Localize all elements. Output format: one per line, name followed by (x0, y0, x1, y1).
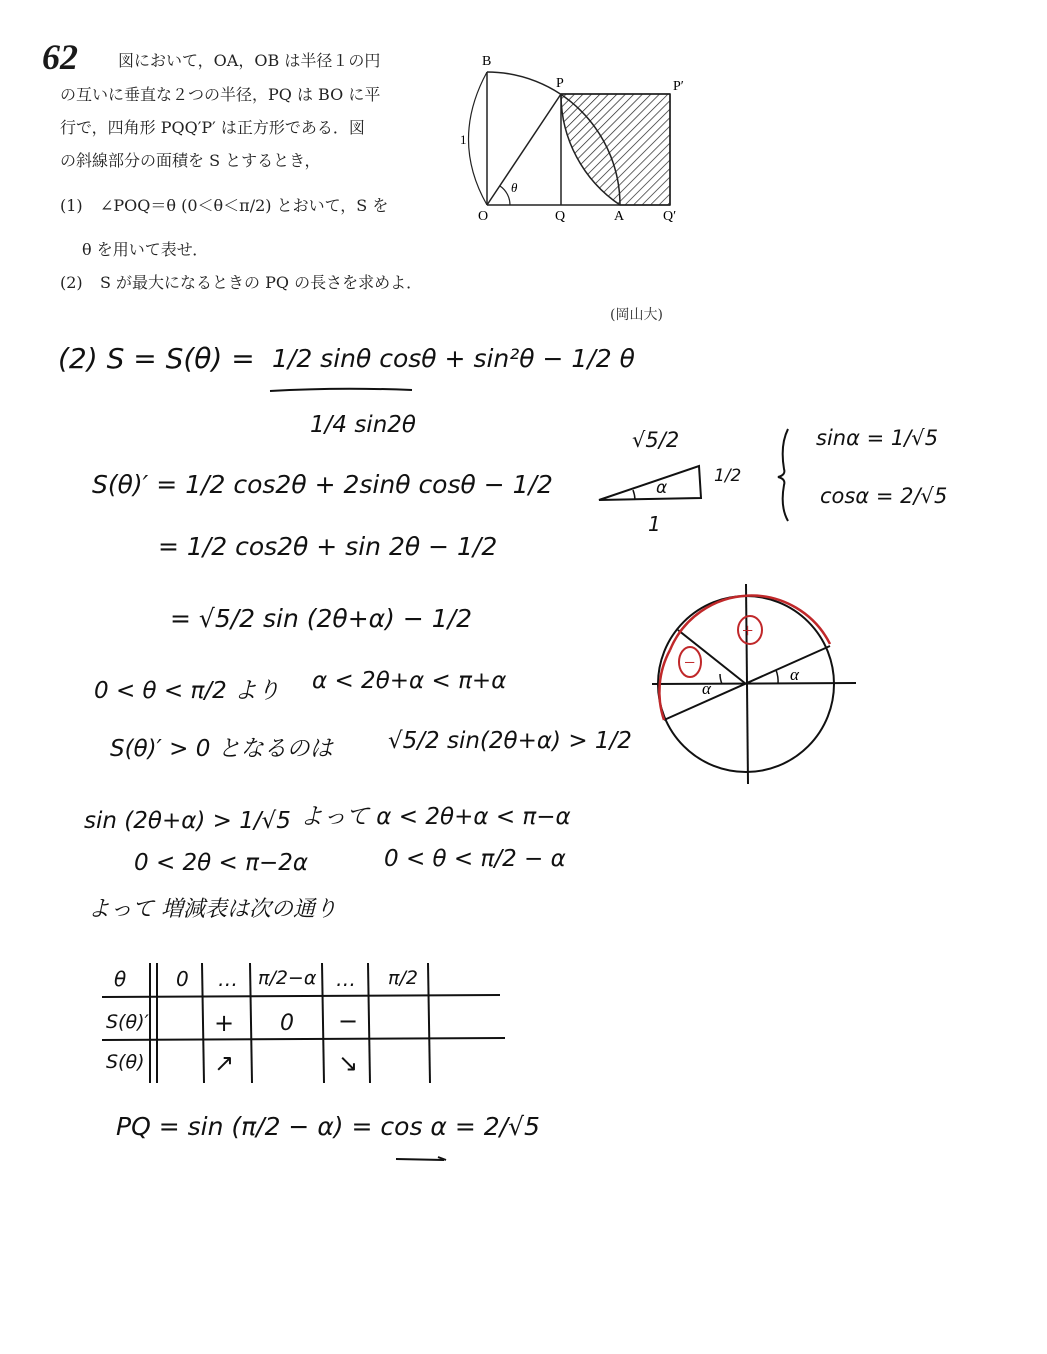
alpha-label-right: α (790, 665, 799, 684)
label-p-prime: P′ (673, 79, 684, 94)
solution-line-1-rhs: 1/2 sinθ cosθ + sin²θ − 1/2 θ (272, 344, 635, 373)
problem-line-2: の互いに垂直な２つの半径，PQ は BO に平 (60, 85, 381, 104)
reference-triangle (595, 460, 715, 508)
question-1-label: (1) (60, 196, 83, 215)
solution-line-8-theta: 0 < θ < π/2 − α (384, 846, 566, 872)
unit-circle-sketch (650, 580, 860, 790)
triangle-vertical-leg-label: 1/2 (714, 466, 742, 486)
triangle-alpha-label: α (656, 478, 668, 498)
table-cell-function-increase: ↗ (214, 1049, 235, 1077)
question-1-continued: θ を用いて表せ． (82, 240, 209, 259)
solution-line-1-note: 1/4 sin2θ (310, 412, 416, 438)
label-q-prime: Q′ (663, 209, 677, 224)
alpha-label-left: α (702, 679, 711, 698)
triangle-hypotenuse-label: √5/2 (632, 428, 680, 452)
solution-line-9: よって 増減表は次の通り (88, 897, 337, 922)
solution-line-5-range: 0 < θ < π/2 より (94, 678, 281, 704)
question-1-text: ∠POQ＝θ (0＜θ＜π/2) とおいて，S を (100, 196, 389, 215)
plus-sign: + (742, 620, 754, 642)
sin-alpha-value: sinα = 1/√5 (816, 426, 939, 450)
solution-line-6-inequality: √5/2 sin(2θ+α) > 1/2 (388, 728, 632, 754)
segment-op (487, 94, 561, 205)
variation-table (100, 955, 510, 1085)
table-header-critical: π/2−α (258, 967, 317, 989)
problem-figure (450, 40, 700, 230)
table-header-end: π/2 (388, 967, 418, 989)
shaded-region (561, 94, 670, 205)
label-p: P (556, 76, 564, 91)
table-row-function-label: S(θ) (106, 1051, 145, 1073)
minus-sign: − (684, 652, 696, 674)
label-q: Q (555, 209, 566, 224)
label-one: 1 (460, 132, 467, 147)
table-header-theta: θ (114, 967, 127, 991)
x-axis (652, 683, 856, 684)
table-header-dots-1: … (218, 967, 238, 991)
solution-line-7-range: よって α < 2θ+α < π−α (300, 804, 571, 830)
solution-line-8-double: 0 < 2θ < π−2α (134, 850, 309, 876)
triangle-horizontal-leg-label: 1 (648, 512, 661, 536)
table-header-dots-2: … (336, 967, 356, 991)
solution-line-5-alpha-range: α < 2θ+α < π+α (312, 668, 507, 694)
alpha-angle-arc-left (720, 674, 722, 684)
label-b: B (482, 54, 492, 69)
label-a: A (614, 209, 625, 224)
angle-theta-arc (500, 186, 510, 205)
label-theta: θ (511, 180, 518, 195)
problem-number: 62 (42, 37, 78, 77)
table-cell-derivative-plus: + (214, 1009, 235, 1037)
problem-line-1: 図において，OA，OB は半径１の円 (118, 51, 381, 70)
final-answer: PQ = sin (π/2 − α) = cos α = 2/√5 (116, 1112, 540, 1141)
problem-source: (岡山大) (610, 307, 663, 323)
solution-line-1-lhs: (2) S = S(θ) = (58, 342, 255, 375)
underline-term (268, 384, 418, 396)
alpha-angle-arc-right (776, 670, 778, 684)
solution-line-7-sine: sin (2θ+α) > 1/√5 (84, 808, 291, 834)
solution-line-2: S(θ)′ = 1/2 cos2θ + 2sinθ cosθ − 1/2 (92, 470, 553, 499)
question-2-text: S が最大になるときの PQ の長さを求めよ． (100, 273, 423, 292)
answer-double-underline (392, 1152, 452, 1166)
brace (770, 425, 800, 525)
cos-alpha-value: cosα = 2/√5 (820, 484, 948, 508)
question-2-label: (2) (60, 273, 83, 292)
table-cell-derivative-minus: − (338, 1007, 359, 1035)
solution-line-6-condition: S(θ)′ > 0 となるのは (110, 736, 333, 762)
brace-radius (469, 72, 488, 205)
problem-line-4: の斜線部分の面積を S とするとき， (60, 151, 321, 170)
table-cell-derivative-zero: 0 (280, 1011, 294, 1036)
label-o: O (478, 209, 489, 224)
solution-line-4: = √5/2 sin (2θ+α) − 1/2 (170, 604, 472, 633)
table-row-derivative-label: S(θ)′ (106, 1011, 149, 1033)
solution-line-3: = 1/2 cos2θ + sin 2θ − 1/2 (158, 532, 498, 561)
problem-line-3: 行で，四角形 PQQ′P′ は正方形である．図 (60, 118, 365, 137)
table-header-zero: 0 (176, 967, 189, 991)
table-cell-function-decrease: ↘ (338, 1049, 359, 1077)
